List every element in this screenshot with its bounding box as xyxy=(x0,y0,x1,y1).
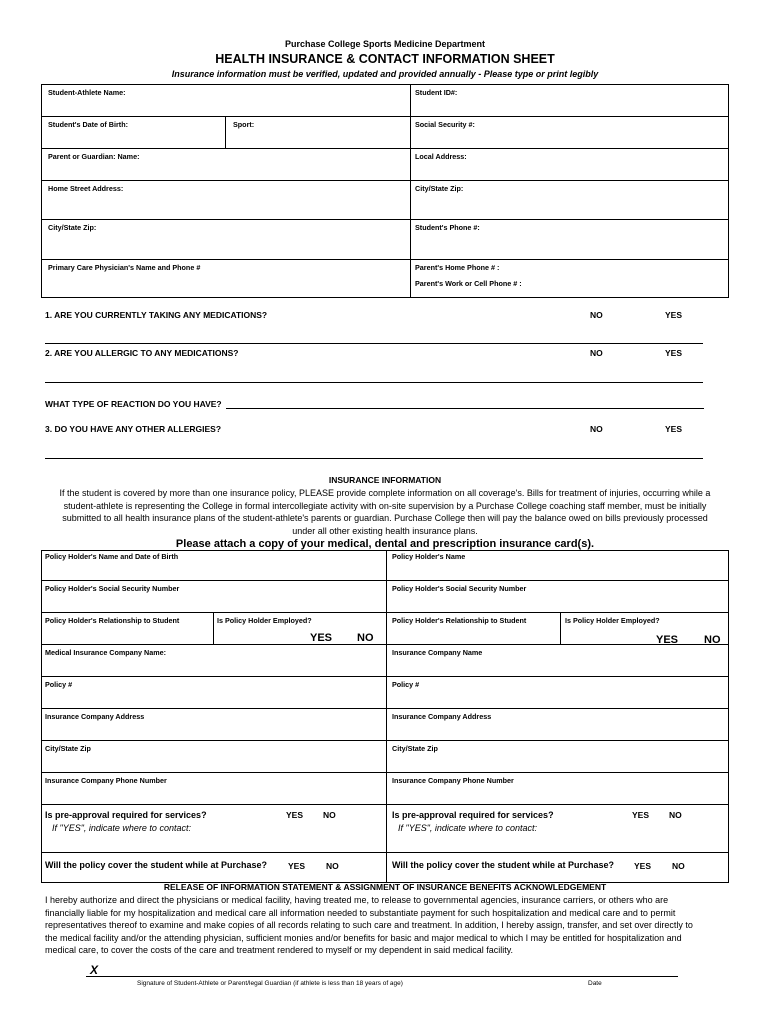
release-heading: RELEASE OF INFORMATION STATEMENT & ASSIGNMENT OF INSURANCE BENEFITS ACKNOWLEDGEMENT xyxy=(163,882,607,892)
parent-name-field[interactable]: Parent or Guardian: Name: xyxy=(48,152,140,161)
q3-answer-line[interactable] xyxy=(45,458,703,459)
grid-line xyxy=(41,804,728,805)
left-policy-number-field[interactable]: Policy # xyxy=(45,680,73,689)
left-preapproval-no[interactable]: NO xyxy=(323,810,336,820)
right-contact-instruction: If "YES", indicate where to contact: xyxy=(398,823,537,833)
insurance-line: submitted to all health insurance plans of the student-athlete's parents or guardian. Purchase College then will pay the balance owed on bills previously processed xyxy=(62,513,708,524)
left-coverage-yes[interactable]: YES xyxy=(288,861,306,871)
left-employed-field: Is Policy Holder Employed? xyxy=(217,616,312,625)
q2-no-option[interactable]: NO xyxy=(590,348,603,358)
right-coverage-question: Will the policy cover the student while at Purchase? xyxy=(392,860,614,870)
left-city-state-zip-field[interactable]: City/State Zip xyxy=(45,744,91,753)
grid-line xyxy=(41,116,728,117)
dob-field[interactable]: Student's Date of Birth: xyxy=(48,120,128,129)
left-relationship-field[interactable]: Policy Holder's Relationship to Student xyxy=(45,616,180,625)
student-id-field[interactable]: Student ID#: xyxy=(415,88,458,97)
left-holder-ssn-field[interactable]: Policy Holder's Social Security Number xyxy=(45,584,180,593)
left-coverage-question: Will the policy cover the student while at Purchase? xyxy=(45,860,267,870)
grid-line xyxy=(41,772,728,773)
grid-line xyxy=(560,612,561,644)
release-line: financially liable for my hospitalization and medical care all information needed to substantiate payment for such hospitalization and medical care and to permit xyxy=(45,907,676,918)
signature-line[interactable] xyxy=(86,976,678,977)
grid-line xyxy=(225,116,226,148)
grid-line xyxy=(213,612,214,644)
grid-line xyxy=(41,740,728,741)
right-policy-number-field[interactable]: Policy # xyxy=(392,680,420,689)
left-employed-no[interactable]: NO xyxy=(357,632,374,644)
grid-line xyxy=(41,708,728,709)
ssn-field[interactable]: Social Security #: xyxy=(415,120,475,129)
grid-line xyxy=(41,180,728,181)
grid-line xyxy=(41,612,728,613)
release-line: the medical facility and/or the attending physician, sufficient monies and/or benefits for basic and major medical to which I may be entitled for hospitalization and xyxy=(45,932,682,943)
release-paragraph xyxy=(45,894,745,957)
q1-answer-line[interactable] xyxy=(45,343,703,344)
student-name-field[interactable]: Student-Athlete Name: xyxy=(48,88,126,97)
grid-line xyxy=(41,644,728,645)
insurance-paragraph xyxy=(30,487,740,537)
grid-line xyxy=(41,852,728,853)
q3-yes-option[interactable]: YES xyxy=(665,424,683,434)
insurance-line: If the student is covered by more than one insurance policy, PLEASE provide complete information on all coverage's. Bills for treatment of injuries, occurring while a xyxy=(59,488,711,498)
q2-answer-line[interactable] xyxy=(45,382,703,383)
right-coverage-yes[interactable]: YES xyxy=(634,861,652,871)
page-subtitle: Insurance information must be verified, updated and provided annually - Please type or print legibly xyxy=(171,69,599,79)
grid-line xyxy=(386,550,387,882)
right-employed-yes[interactable]: YES xyxy=(656,634,679,646)
city-state-zip-left-field[interactable]: City/State Zip: xyxy=(48,223,97,232)
grid-line xyxy=(41,219,728,220)
grid-line xyxy=(41,676,728,677)
left-holder-name-field[interactable]: Policy Holder's Name and Date of Birth xyxy=(45,552,179,561)
q1-no-option[interactable]: NO xyxy=(590,310,603,320)
physician-field[interactable]: Primary Care Physician's Name and Phone # xyxy=(48,263,201,272)
left-company-phone-field[interactable]: Insurance Company Phone Number xyxy=(45,776,167,785)
q3-no-option[interactable]: NO xyxy=(590,424,603,434)
parent-work-phone-field[interactable]: Parent's Work or Cell Phone # : xyxy=(415,279,522,288)
grid-line xyxy=(41,580,728,581)
right-preapproval-yes[interactable]: YES xyxy=(632,810,650,820)
city-state-zip-right-field[interactable]: City/State Zip: xyxy=(415,184,464,193)
right-coverage-no[interactable]: NO xyxy=(672,861,685,871)
right-holder-ssn-field[interactable]: Policy Holder's Social Security Number xyxy=(392,584,527,593)
right-holder-name-field[interactable]: Policy Holder's Name xyxy=(392,552,466,561)
parent-home-phone-field[interactable]: Parent's Home Phone # : xyxy=(415,263,500,272)
grid-line xyxy=(41,148,728,149)
question-allergic-medications: 2. ARE YOU ALLERGIC TO ANY MEDICATIONS? xyxy=(45,348,239,358)
left-preapproval-yes[interactable]: YES xyxy=(286,810,304,820)
home-street-field[interactable]: Home Street Address: xyxy=(48,184,124,193)
q2-yes-option[interactable]: YES xyxy=(665,348,683,358)
release-line: medical care, to cover the costs of the care and treatment rendered to myself or my dependent in said medical facility. xyxy=(45,945,514,956)
right-city-state-zip-field[interactable]: City/State Zip xyxy=(392,744,438,753)
student-phone-field[interactable]: Student's Phone #: xyxy=(415,223,480,232)
left-preapproval-question: Is pre-approval required for services? xyxy=(45,810,207,820)
insurance-line: student-athlete is representing the College in formal intercollegiate activity with on-site supervision by a Purchase College coaching staff member, must be initially xyxy=(63,500,707,511)
left-company-address-field[interactable]: Insurance Company Address xyxy=(45,712,145,721)
date-caption: Date xyxy=(588,980,602,987)
right-company-address-field[interactable]: Insurance Company Address xyxy=(392,712,492,721)
right-preapproval-question: Is pre-approval required for services? xyxy=(392,810,554,820)
reaction-answer-line[interactable] xyxy=(226,408,704,409)
right-company-phone-field[interactable]: Insurance Company Phone Number xyxy=(392,776,514,785)
left-contact-instruction: If "YES", indicate where to contact: xyxy=(52,823,191,833)
question-medications: 1. ARE YOU CURRENTLY TAKING ANY MEDICATIONS? xyxy=(45,310,268,320)
sport-field[interactable]: Sport: xyxy=(233,120,255,129)
release-line: I hereby authorize and direct the physicians or medical facility, having treated me, to release to governmental agencies, insurance carriers, or others who are xyxy=(45,895,669,905)
page-title: HEALTH INSURANCE & CONTACT INFORMATION SHEET xyxy=(215,52,555,66)
right-company-name-field[interactable]: Insurance Company Name xyxy=(392,648,483,657)
attach-card-note: Please attach a copy of your medical, dental and prescription insurance card(s). xyxy=(175,538,595,550)
signature-x-mark: X xyxy=(90,963,99,977)
question-other-allergies: 3. DO YOU HAVE ANY OTHER ALLERGIES? xyxy=(45,424,222,434)
right-employed-field: Is Policy Holder Employed? xyxy=(565,616,660,625)
release-line: representatives thereof to examine and make copies of all records relating to such care and treatment. In addition, I hereby assign, transfer, and set over directly to xyxy=(45,920,693,931)
local-address-field[interactable]: Local Address: xyxy=(415,152,467,161)
grid-line xyxy=(410,84,411,297)
insurance-line: under all other existing health insurance plans. xyxy=(292,525,478,536)
left-company-name-field[interactable]: Medical Insurance Company Name: xyxy=(45,648,167,657)
left-employed-yes[interactable]: YES xyxy=(310,632,333,644)
signature-caption: Signature of Student-Athlete or Parent/legal Guardian (if athlete is less than 18 years of age) xyxy=(137,980,403,987)
insurance-heading: INSURANCE INFORMATION xyxy=(328,475,442,485)
right-preapproval-no[interactable]: NO xyxy=(669,810,682,820)
department-name: Purchase College Sports Medicine Department xyxy=(284,39,486,49)
right-employed-no[interactable]: NO xyxy=(704,634,721,646)
left-coverage-no[interactable]: NO xyxy=(326,861,339,871)
question-reaction: WHAT TYPE OF REACTION DO YOU HAVE? xyxy=(45,399,222,409)
right-relationship-field[interactable]: Policy Holder's Relationship to Student xyxy=(392,616,527,625)
q1-yes-option[interactable]: YES xyxy=(665,310,683,320)
grid-line xyxy=(41,259,728,260)
